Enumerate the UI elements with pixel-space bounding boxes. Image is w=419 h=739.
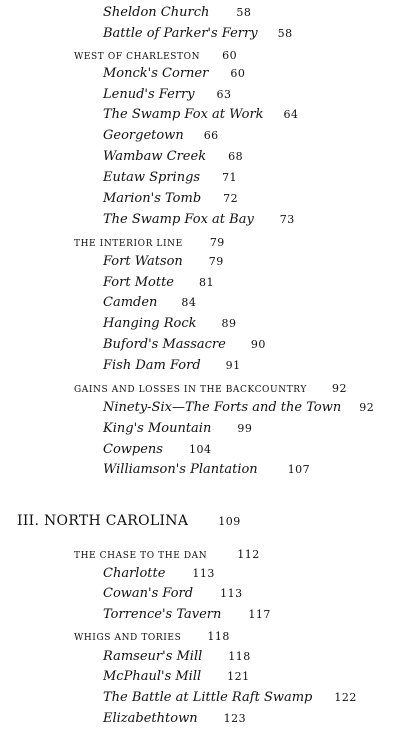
page-number: 79 (209, 236, 225, 249)
toc-section-heading (74, 549, 260, 561)
entry-title: Torrence's Tavern (103, 607, 222, 622)
page-number: 113 (220, 587, 243, 600)
entry-title: Ninety-Six—The Forts and the Town (103, 400, 342, 415)
entry-title: Williamson's Plantation (103, 462, 258, 477)
entry-title: Lenud's Ferry (103, 87, 195, 102)
page-number: 112 (237, 548, 260, 561)
entry-title: Camden (103, 295, 158, 310)
page-number: 58 (236, 6, 252, 19)
entry-title: Buford's Massacre (103, 337, 226, 352)
page-number: 72 (223, 192, 239, 205)
toc-entry (103, 338, 266, 351)
page-number: 73 (279, 213, 295, 226)
entry-title: Ramseur's Mill (103, 649, 203, 664)
entry-title: Wambaw Creek (103, 149, 207, 164)
toc-section-heading (74, 237, 225, 249)
toc-entry (103, 296, 196, 309)
toc-entry (103, 129, 219, 142)
page-number: 109 (218, 515, 241, 528)
entry-title: Georgetown (103, 128, 184, 143)
page-number: 99 (237, 422, 253, 435)
entry-title: Fish Dam Ford (103, 358, 201, 373)
page-number: 64 (283, 108, 299, 121)
page-number: 92 (331, 382, 347, 395)
page-number: 71 (222, 171, 238, 184)
page-number: 117 (248, 608, 271, 621)
entry-title: Hanging Rock (103, 316, 197, 331)
toc-entry (103, 171, 237, 184)
section-title: THE INTERIOR LINE (74, 239, 183, 249)
page-number: 68 (228, 150, 244, 163)
page-number: 91 (225, 359, 241, 372)
toc-entry (103, 317, 237, 330)
page-number: 118 (207, 630, 230, 643)
page-number: 89 (221, 317, 237, 330)
section-title: GAINS AND LOSSES IN THE BACKCOUNTRY (74, 385, 307, 395)
page-number: 79 (208, 255, 224, 268)
toc-entry (103, 359, 241, 372)
entry-title: The Battle at Little Raft Swamp (103, 690, 313, 705)
toc-entry (103, 691, 357, 704)
entry-title: Eutaw Springs (103, 170, 201, 185)
page-number: 92 (359, 401, 375, 414)
page-number: 90 (250, 338, 266, 351)
toc-entry (103, 67, 245, 80)
toc-entry (103, 213, 295, 226)
toc-entry (103, 712, 246, 725)
page-number: 123 (223, 712, 247, 725)
page-number: 121 (227, 670, 250, 683)
entry-title: Elizabethtown (103, 711, 198, 726)
entry-title: Cowpens (103, 442, 163, 457)
entry-title: Marion's Tomb (103, 191, 202, 206)
section-title: WHIGS AND TORIES (74, 633, 182, 643)
toc-entry (103, 650, 251, 663)
toc-section-heading (74, 383, 347, 395)
entry-title: McPhaul's Mill (103, 669, 202, 684)
toc-entry (103, 27, 293, 40)
toc-entry (103, 108, 299, 121)
section-title: WEST OF CHARLESTON (74, 52, 201, 62)
toc-entry (103, 255, 224, 268)
entry-title: Battle of Parker's Ferry (103, 26, 258, 41)
toc-chapter-heading (17, 514, 241, 528)
page-number: 104 (188, 443, 212, 456)
toc-entry (103, 463, 310, 476)
toc-entry (103, 567, 215, 580)
toc-entry (103, 443, 211, 456)
entry-title: The Swamp Fox at Bay (103, 212, 254, 227)
page-number: 66 (203, 129, 219, 142)
entry-title: The Swamp Fox at Work (103, 107, 264, 122)
section-title: THE CHASE TO THE DAN (74, 551, 208, 561)
toc-entry (103, 587, 243, 600)
toc-entry (103, 88, 232, 101)
page-number: 58 (277, 27, 293, 40)
page-number: 122 (334, 691, 357, 704)
page-number: 60 (230, 67, 246, 80)
toc-entry (103, 422, 252, 435)
toc-entry (103, 401, 374, 414)
toc-section-heading (74, 50, 237, 62)
page-number: 84 (181, 296, 197, 309)
entry-title: Charlotte (103, 566, 166, 581)
toc-entry (103, 276, 214, 289)
entry-title: Sheldon Church (103, 5, 210, 20)
entry-title: Cowan's Ford (103, 586, 194, 601)
toc-section-heading (74, 631, 230, 643)
toc-entry (103, 192, 238, 205)
page-number: 63 (216, 88, 232, 101)
entry-title: King's Mountain (103, 421, 212, 436)
page-number: 107 (287, 463, 311, 476)
toc-entry (103, 670, 250, 683)
page-number: 81 (199, 276, 214, 289)
toc-entry (103, 150, 243, 163)
entry-title: Fort Watson (103, 254, 183, 269)
page-number: 118 (228, 650, 251, 663)
chapter-title: III. NORTH CAROLINA (17, 513, 189, 529)
page-number: 113 (192, 567, 215, 580)
toc-entry (103, 608, 271, 621)
entry-title: Fort Motte (103, 275, 174, 290)
entry-title: Monck's Corner (103, 66, 209, 81)
page-number: 60 (222, 49, 238, 62)
toc-entry (103, 6, 251, 19)
